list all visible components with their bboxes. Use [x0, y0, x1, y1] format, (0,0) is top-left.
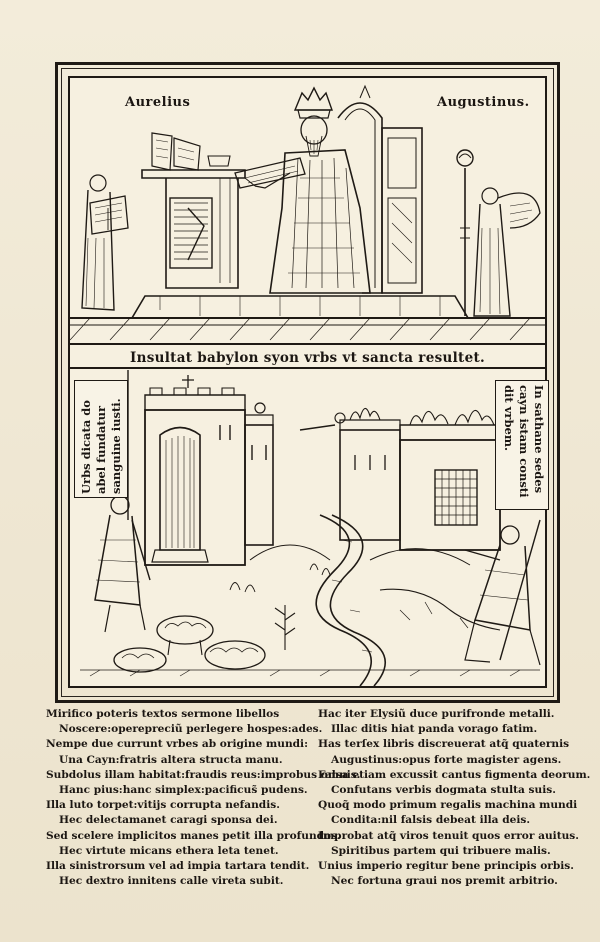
banner-abel-text: [79, 398, 124, 494]
banner-abel-line-1: Urbs dicata do: [79, 400, 93, 494]
verse-line: Mirifico poteris textos sermone libellos: [46, 708, 280, 720]
verse-line: Unius imperio regitur bene principis orbis.: [318, 860, 574, 873]
label-augustinus: Augustinus.: [437, 95, 530, 110]
verse-line: Hanc pius:hanc simplex:pacificus̃ pudens.: [59, 784, 308, 797]
caption-band: [70, 343, 545, 369]
verse-line: Spiritibus partem qui tribuere malis.: [331, 844, 551, 857]
banner-cain: [495, 380, 549, 510]
verse-line: Confutans verbis dogmata stulta suis.: [331, 784, 556, 797]
verse-line: Quoq̃ modo primum regalis machina mundi: [318, 799, 578, 812]
verse-line: Sed scelere implicitos manes petit illa profundos.: [46, 829, 341, 842]
augustine-study-illustration: [70, 78, 545, 341]
banner-abel-line-3: sanguine iusti.: [109, 398, 123, 494]
verse-line: Noscere:operepreciũ perlegere hospes:ades.: [59, 723, 323, 736]
woodcut-caption: Insultat babylon syon vrbs vt sancta resultet.: [129, 350, 486, 366]
verse-line: Nec fortuna graui nos premit arbitrio.: [331, 875, 558, 888]
banner-abel: [74, 380, 128, 498]
verse-line: Falsa etiam excussit cantus figmenta deorum.: [318, 768, 591, 781]
verse-line: Augustinus:opus forte magister agens.: [331, 753, 562, 766]
banner-abel-line-2: abel fundatur: [94, 405, 108, 494]
verse-column-left: [46, 707, 360, 889]
verse-line: Condita:nil falsis debeat illa deis.: [331, 814, 531, 827]
two-cities-illustration: [70, 370, 545, 686]
verse-line: Hec virtute micans ethera leta tenet.: [59, 844, 279, 857]
woodcut-two-cities: [70, 370, 545, 686]
verse-line: Illac ditis hiat panda vorago fatim.: [331, 723, 538, 736]
banner-cain-line-2: cayn istam consti: [517, 385, 531, 498]
banner-cain-text: [501, 385, 546, 497]
verse-line: Hec delectamanet caragi sponsa dei.: [59, 814, 278, 827]
banner-cain-line-3: dit vrbem.: [502, 385, 516, 451]
verse-line: Hec dextro innitens calle vireta subit.: [59, 875, 284, 888]
verse-line: Subdolus illam habitat:fraudis reus:improbus omnis.: [46, 768, 361, 781]
banner-cain-line-1: In sathane sedes: [532, 385, 546, 494]
verse-line: Illa luto torpet:vitijs corrupta nefandis.: [46, 799, 280, 812]
verse-line: Has terſex libris discreuerat atq̃ quaternis: [318, 738, 570, 751]
label-aurelius: Aurelius: [125, 95, 191, 110]
verse-column-right: [318, 707, 590, 889]
woodcut-augustine-study: [70, 78, 545, 341]
verse-line: Nempe due currunt vrbes ab origine mundi:: [46, 738, 308, 751]
verse-line: Una Cayn:fratris altera structa manu.: [59, 753, 283, 766]
verse-line: Hac iter Elysiũ duce purifronde metalli.: [318, 708, 555, 720]
verse-line: Illa sinistrorsum vel ad impia tartara tendit.: [46, 860, 310, 873]
verse-line: Improbat atq̃ viros tenuit quos error auitus.: [318, 829, 579, 842]
